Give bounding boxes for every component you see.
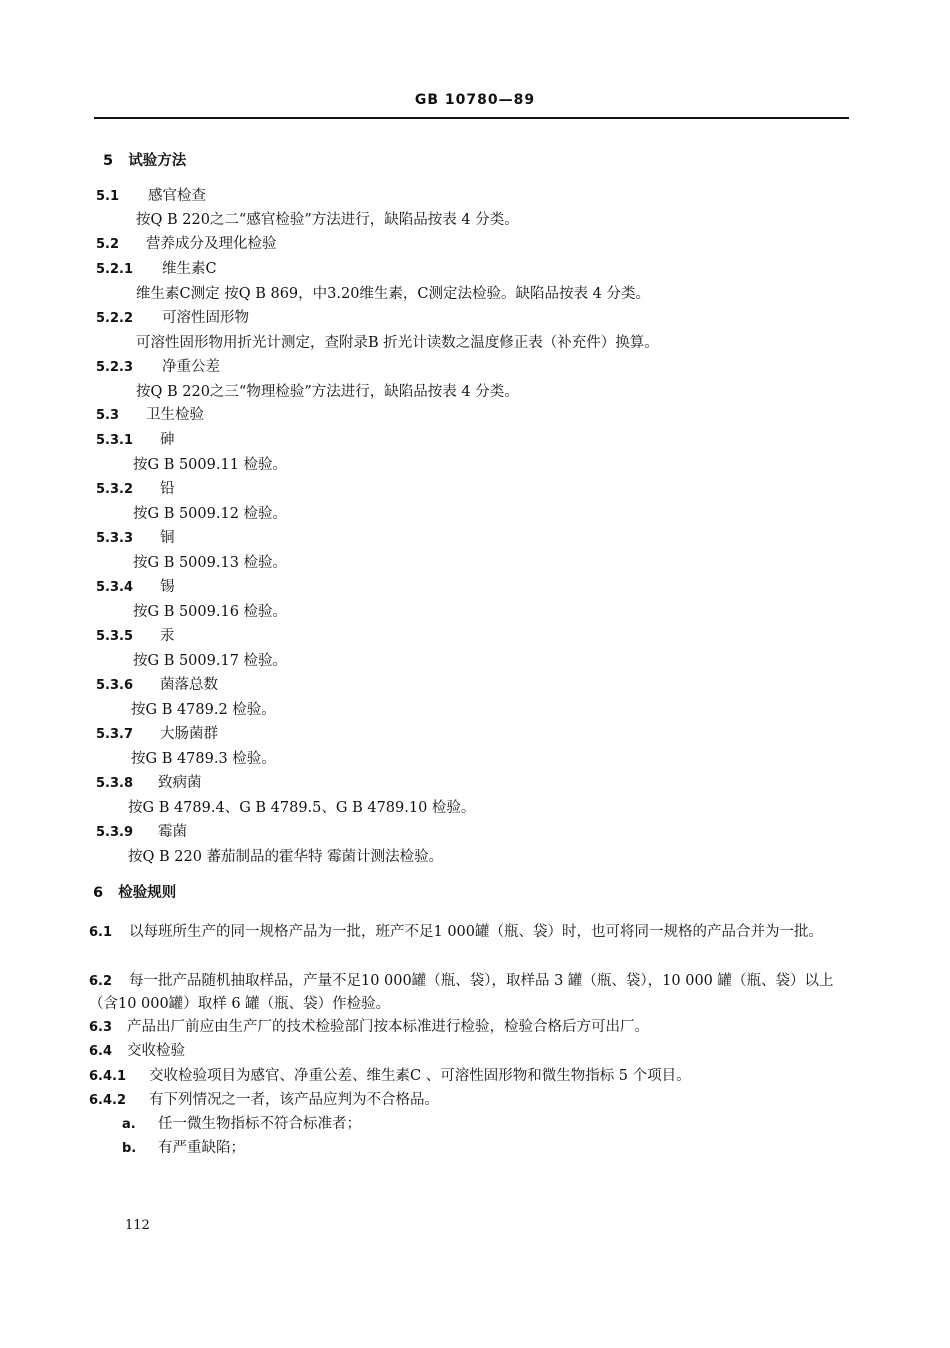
document-header: GB 10780—89 (414, 92, 536, 108)
clause-5-3-4-text: 按G B 5009.16 检验。 (133, 604, 288, 620)
clause-number: 6.4 (89, 1044, 113, 1059)
clause-number: 5.3 (96, 408, 120, 423)
clause-title: 感官检查 (148, 188, 206, 204)
clause-5-3-2 (96, 479, 175, 500)
list-label: a. (122, 1117, 136, 1132)
section-number: 5 (103, 153, 114, 169)
clause-5-2-3 (96, 357, 220, 378)
clause-5-3-9-text: 按Q B 220 蕃茄制品的霍华特 霉菌计测法检验。 (128, 849, 444, 865)
clause-5-3-6 (96, 675, 218, 696)
clause-title: 锡 (160, 579, 175, 595)
clause-5-3-5 (96, 626, 175, 647)
clause-title: 维生素C (162, 261, 217, 277)
clause-number: 5.1 (96, 189, 120, 204)
clause-6-4 (89, 1041, 185, 1062)
clause-5-2 (96, 234, 277, 255)
clause-title: 可溶性固形物 (162, 310, 249, 326)
clause-number: 5.3.1 (96, 433, 134, 448)
clause-number: 5.3.8 (96, 776, 134, 791)
clause-6-2 (89, 970, 839, 1015)
clause-number: 5.3.2 (96, 482, 134, 497)
clause-title: 致病菌 (158, 775, 202, 791)
clause-number: 6.3 (89, 1020, 113, 1035)
clause-text: 以每班所生产的同一规格产品为一批，班产不足1 000罐（瓶、袋）时，也可将同一规格的产品合并为一批。 (129, 924, 824, 940)
clause-5-2-1-text: 维生素C测定 按Q B 869，中3.20维生素，C测定法检验。缺陷品按表 4 分类。 (136, 286, 650, 302)
clause-number: 5.3.4 (96, 580, 134, 595)
clause-number: 6.1 (89, 925, 113, 940)
clause-title: 交收检验 (127, 1043, 185, 1059)
clause-title: 铅 (160, 481, 175, 497)
clause-text: 交收检验项目为感官、净重公差、维生素C 、可溶性固形物和微生物指标 5 个项目。 (149, 1068, 691, 1084)
clause-5-2-2-text: 可溶性固形物用折光计测定，查附录B 折光计读数之温度修正表（补充件）换算。 (136, 335, 659, 351)
clause-number: 6.4.2 (89, 1093, 127, 1108)
clause-title: 汞 (160, 628, 175, 644)
section-5-heading (103, 151, 186, 171)
clause-5-2-3-text: 按Q B 220之三“物理检验”方法进行，缺陷品按表 4 分类。 (136, 384, 519, 400)
clause-5-3-3-text: 按G B 5009.13 检验。 (133, 555, 288, 571)
section-6-heading (93, 883, 176, 903)
clause-number: 5.3.9 (96, 825, 134, 840)
clause-title: 砷 (160, 432, 175, 448)
clause-number: 6.4.1 (89, 1069, 127, 1084)
clause-5-3-4 (96, 577, 175, 598)
clause-5-3-9 (96, 822, 187, 843)
clause-title: 净重公差 (162, 359, 220, 375)
clause-5-2-1 (96, 259, 217, 280)
clause-number: 5.2.3 (96, 360, 134, 375)
clause-title: 菌落总数 (160, 677, 218, 693)
clause-text: 有下列情况之一者，该产品应判为不合格品。 (149, 1092, 439, 1108)
clause-number: 5.3.5 (96, 629, 134, 644)
clause-5-3 (96, 405, 204, 426)
clause-6-4-2 (89, 1090, 439, 1111)
clause-5-3-7 (96, 724, 218, 745)
clause-number: 6.2 (89, 974, 113, 989)
clause-title: 营养成分及理化检验 (146, 236, 277, 252)
clause-number: 5.3.6 (96, 678, 134, 693)
clause-5-3-3 (96, 528, 175, 549)
list-text: 任一微生物指标不符合标准者； (158, 1116, 361, 1132)
section-number: 6 (93, 885, 104, 901)
clause-title: 大肠菌群 (160, 726, 218, 742)
clause-5-3-5-text: 按G B 5009.17 检验。 (133, 653, 288, 669)
clause-5-3-6-text: 按G B 4789.2 检验。 (131, 702, 276, 718)
clause-6-4-1 (89, 1066, 691, 1087)
clause-5-3-2-text: 按G B 5009.12 检验。 (133, 506, 288, 522)
list-label: b. (122, 1141, 137, 1156)
clause-title: 霉菌 (158, 824, 187, 840)
list-item-b (122, 1138, 245, 1159)
clause-5-1-text: 按Q B 220之二“感官检验”方法进行，缺陷品按表 4 分类。 (136, 212, 519, 228)
clause-5-2-2 (96, 308, 249, 329)
clause-5-3-1-text: 按G B 5009.11 检验。 (133, 457, 288, 473)
clause-number: 5.2 (96, 237, 120, 252)
list-item-a (122, 1114, 361, 1135)
clause-title: 铜 (160, 530, 175, 546)
page-number: 112 (125, 1218, 150, 1233)
clause-6-1 (89, 921, 839, 944)
clause-title: 卫生检验 (146, 407, 204, 423)
clause-text: 产品出厂前应由生产厂的技术检验部门按本标准进行检验，检验合格后方可出厂。 (127, 1019, 649, 1035)
clause-5-1 (96, 186, 206, 207)
clause-number: 5.2.2 (96, 311, 134, 326)
clause-5-3-1 (96, 430, 175, 451)
section-title: 试验方法 (128, 153, 187, 169)
clause-text: 每一批产品随机抽取样品，产量不足10 000罐（瓶、袋），取样品 3 罐（瓶、袋），10 000 罐（瓶、袋）以上（含10 000罐）取样 6 罐（瓶、袋）作检验。 (89, 973, 834, 1012)
clause-5-3-7-text: 按G B 4789.3 检验。 (131, 751, 276, 767)
clause-5-3-8-text: 按G B 4789.4、G B 4789.5、G B 4789.10 检验。 (128, 800, 476, 816)
clause-6-3 (89, 1017, 649, 1038)
clause-5-3-8 (96, 773, 202, 794)
list-text: 有严重缺陷； (158, 1140, 245, 1156)
clause-number: 5.3.3 (96, 531, 134, 546)
clause-number: 5.3.7 (96, 727, 134, 742)
clause-number: 5.2.1 (96, 262, 134, 277)
section-title: 检验规则 (118, 885, 177, 901)
header-rule (94, 117, 849, 119)
